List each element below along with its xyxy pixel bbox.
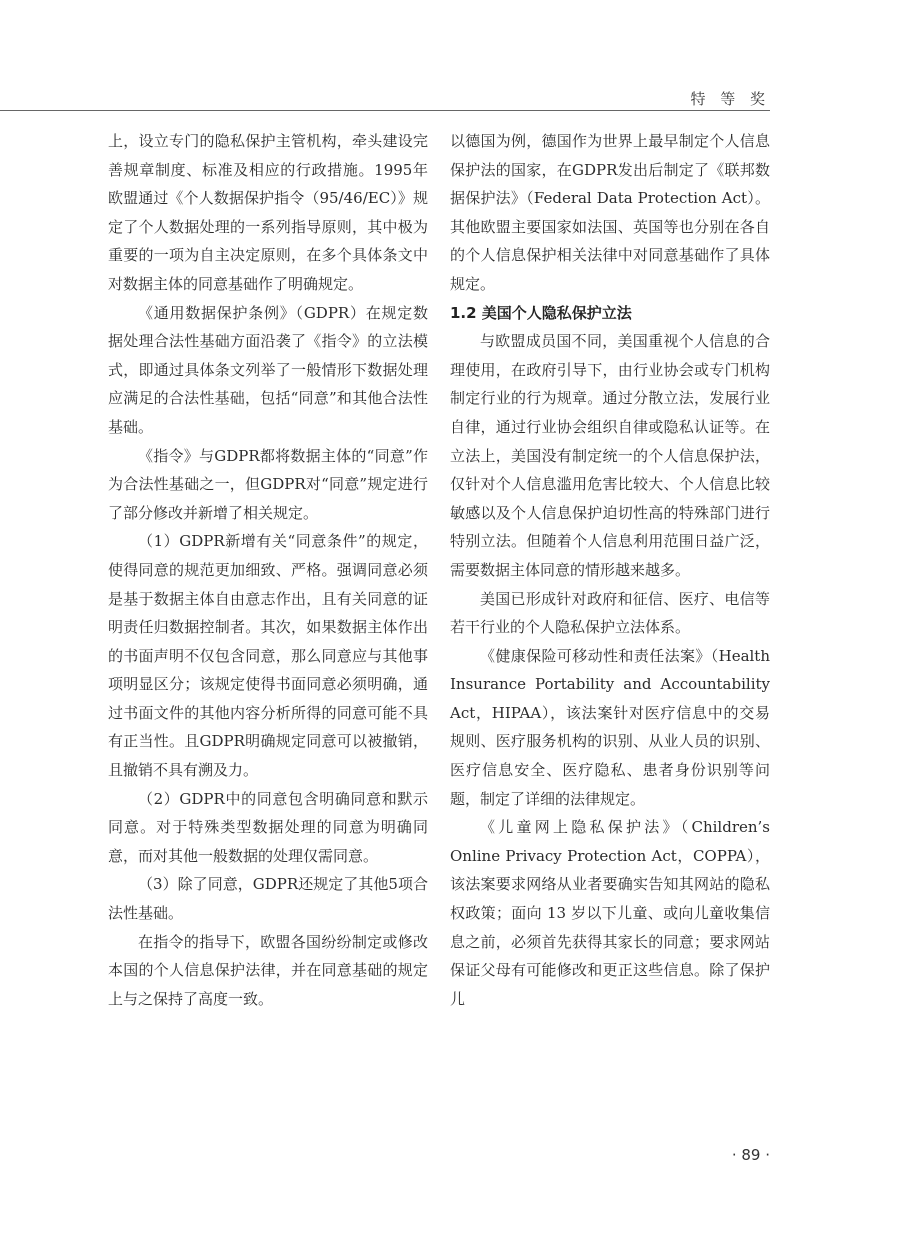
paragraph: （1）GDPR新增有关“同意条件”的规定，使得同意的规范更加细致、严格。强调同意必须是基于数据主体自由意志作出，且有关同意的证明责任归数据控制者。其次，如果数据主体作出的书面声明不仅包含同意，那么同意应与其他事项明显区分；该规定使得书面同意必须明确，通过书面文件的其他内容分析所得的同意可能不具有正当性。且GDPR明确规定同意可以被撤销，且撤销不具有溯及力。 xyxy=(108,532,428,780)
paragraph: 《指令》与GDPR都将数据主体的“同意”作为合法性基础之一，但GDPR对“同意”规定进行了部分修改并新增了相关规定。 xyxy=(108,446,428,522)
paragraph: 以德国为例，德国作为世界上最早制定个人信息保护法的国家，在GDPR发出后制定了《联邦数据保护法》（Federal Data Protection Act）。其他欧盟主要国家如法国、英国等也分别在各自的个人信息保护相关法律中对同意基础作了具体规定。 xyxy=(450,132,770,293)
paragraph: （2）GDPR中的同意包含明确同意和默示同意。对于特殊类型数据处理的同意为明确同意，而对其他一般数据的处理仅需同意。 xyxy=(108,789,428,865)
section-heading: 1.2 美国个人隐私保护立法 xyxy=(450,303,632,322)
section-label: 特 等 奖 xyxy=(690,90,770,108)
header-divider xyxy=(0,110,770,111)
page-number: · 89 · xyxy=(731,1146,770,1164)
paragraph: 美国已形成针对政府和征信、医疗、电信等若干行业的个人隐私保护立法体系。 xyxy=(450,589,770,637)
paragraph: 上，设立专门的隐私保护主管机构，牵头建设完善规章制度、标准及相应的行政措施。1995年欧盟通过《个人数据保护指令（95/46/EC）》规定了个人数据处理的一系列指导原则，其中极为重要的一项为自主决定原则，在多个具体条文中对数据主体的同意基础作了明确规定。 xyxy=(108,132,428,293)
left-column xyxy=(108,127,428,1013)
paragraph: （3）除了同意，GDPR还规定了其他5项合法性基础。 xyxy=(108,875,428,923)
paragraph: 《通用数据保护条例》（GDPR）在规定数据处理合法性基础方面沿袭了《指令》的立法模式，即通过具体条文列举了一般情形下数据处理应满足的合法性基础，包括“同意”和其他合法性基础。 xyxy=(108,303,428,436)
paragraph: 与欧盟成员国不同，美国重视个人信息的合理使用，在政府引导下，由行业协会或专门机构制定行业的行为规章。通过分散立法，发展行业自律，通过行业协会组织自律或隐私认证等。在立法上，美国没有制定统一的个人信息保护法，仅针对个人信息滥用危害比较大、个人信息比较敏感以及个人信息保护迫切性高的特殊部门进行特别立法。但随着个人信息利用范围日益广泛，需要数据主体同意的情形越来越多。 xyxy=(450,332,770,579)
paragraph: 《儿童网上隐私保护法》（Children’s Online Privacy Protection Act，COPPA），该法案要求网络从业者要确实告知其网站的隐私权政策；面向 13 岁以下儿童、或向儿童收集信息之前，必须首先获得其家长的同意；要求网站保证父母有可能修改和更正这些信息。除了保护儿 xyxy=(450,818,770,1008)
right-column xyxy=(450,127,770,1013)
paragraph: 《健康保险可移动性和责任法案》（Health Insurance Portability and Accountability Act，HIPAA），该法案针对医疗信息中的交易规则、医疗服务机构的识别、从业人员的识别、医疗信息安全、医疗隐私、患者身份识别等问题，制定了详细的法律规定。 xyxy=(450,646,770,808)
paragraph: 在指令的指导下，欧盟各国纷纷制定或修改本国的个人信息保护法律，并在同意基础的规定上与之保持了高度一致。 xyxy=(108,932,428,1008)
